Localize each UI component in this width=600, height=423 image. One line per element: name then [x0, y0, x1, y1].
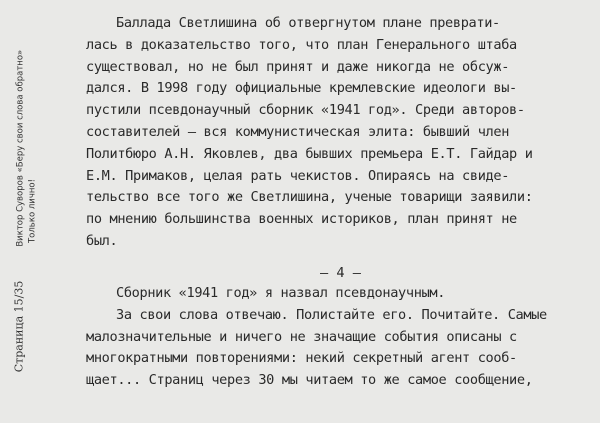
- sidebar: [0, 0, 52, 423]
- text-line: Е.М. Примаков, целая рать чекистов. Опираясь на свиде-: [86, 167, 510, 184]
- confidential-note: Только лично!: [27, 179, 38, 244]
- text-line: был.: [86, 232, 118, 249]
- text-line: многократными повторениями: некий секретный агент сооб-: [86, 350, 517, 367]
- text-line: дался. В 1998 году официальные кремлевские идеологи вы-: [86, 80, 517, 97]
- sidebar-text: [14, 50, 39, 373]
- text-line: Баллада Светлишина об отвергнутом плане преврати-: [116, 15, 500, 31]
- text-line: малозначительные и ничего не значащие события описаны с: [86, 328, 517, 345]
- text-line: Политбюро А.Н. Яковлев, два бывших премьера Е.Т. Гайдар и: [86, 145, 533, 162]
- text-line: по мнению большинства военных историков, план принят не: [86, 211, 517, 228]
- text-line: За свои слова отвечаю. Полистайте его. Почитайте. Самые: [116, 306, 547, 323]
- page-counter: Страница 15/35: [12, 280, 26, 373]
- paragraph-1: [86, 13, 584, 253]
- book-title: Виктор Суворов «Беру свои слова обратно»: [15, 49, 26, 247]
- page-content: [86, 13, 584, 253]
- text-line: щает... Страниц через 30 мы читаем то же самое сообщение,: [86, 372, 533, 389]
- paragraph-3: [86, 305, 584, 392]
- text-line: составителей – вся коммунистическая элита: бывший член: [86, 123, 510, 140]
- page-content-continued: [86, 283, 584, 392]
- text-line: Сборник «1941 год» я назвал псевдонаучным.: [116, 285, 446, 301]
- paragraph-2: [86, 283, 584, 305]
- text-line: пустили псевдонаучный сборник «1941 год». Среди авторов-: [86, 102, 525, 119]
- text-line: лась в доказательство того, что план Генерального штаба: [86, 36, 517, 53]
- page-number-marker: – 4 –: [320, 265, 361, 281]
- text-line: тельство все того же Светлишина, ученые товарищи заявили:: [86, 189, 533, 206]
- text-line: существовал, но не был принят и даже никогда не обсуж-: [86, 58, 510, 75]
